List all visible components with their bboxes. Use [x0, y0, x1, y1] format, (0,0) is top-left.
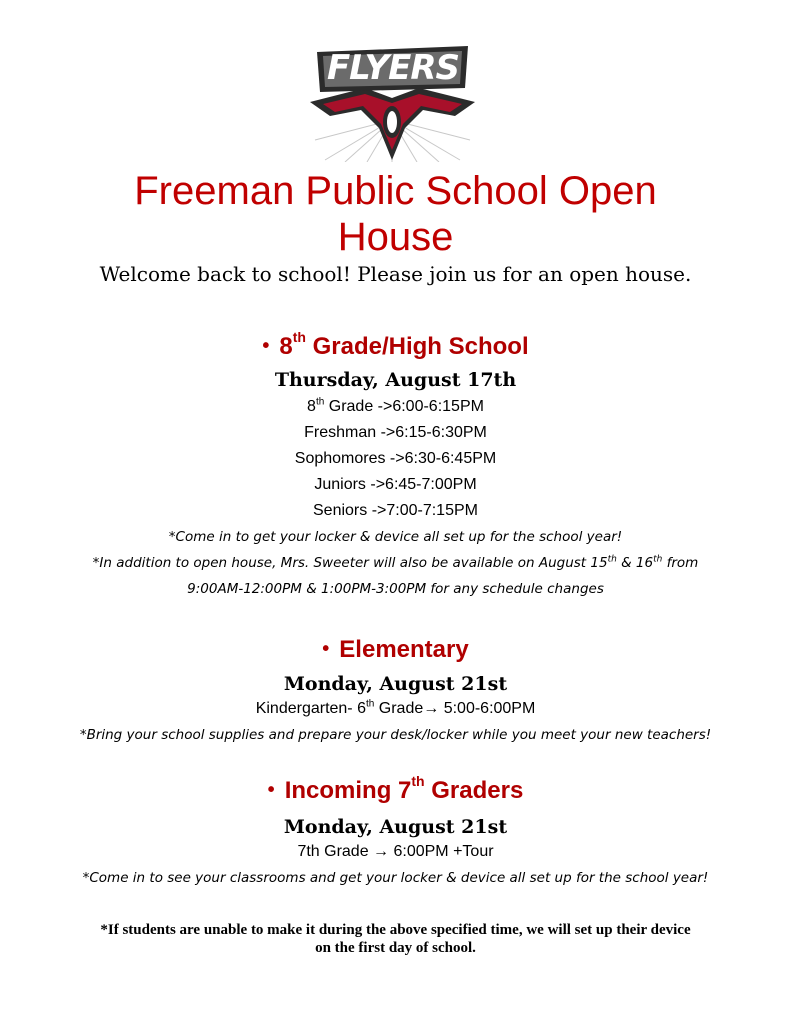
- schedule-elementary: Kindergarten- 6th Grade→ 5:00-6:00PM: [255, 698, 536, 717]
- bullet-icon: •: [322, 638, 330, 660]
- note-school-supplies: *Bring your school supplies and prepare your desk/locker while you meet your new teachers!: [79, 727, 712, 743]
- page-title-line1: Freeman Public School Open: [134, 169, 657, 213]
- schedule-8th-grade: 8th Grade ->6:00-6:15PM: [307, 396, 484, 415]
- note-classrooms: *Come in to see your classrooms and get your locker & device all set up for the school year!: [82, 870, 709, 886]
- bullet-icon: •: [262, 335, 270, 357]
- arrow-right-icon: →: [373, 843, 390, 860]
- heading-elementary: • Elementary: [322, 636, 469, 663]
- schedule-seniors: Seniors ->7:00-7:15PM: [313, 502, 478, 519]
- bullet-icon: •: [267, 779, 275, 801]
- note-locker-device: *Come in to get your locker & device all set up for the school year!: [168, 529, 623, 545]
- date-8th-high-school: Thursday, August 17th: [274, 369, 517, 391]
- footer-note-line2: on the first day of school.: [315, 940, 476, 956]
- arrow-right-icon: →: [423, 700, 440, 717]
- schedule-juniors: Juniors ->6:45-7:00PM: [314, 476, 477, 493]
- date-incoming-7th: Monday, August 21st: [283, 816, 508, 838]
- date-elementary: Monday, August 21st: [283, 673, 508, 695]
- heading-incoming-7th: • Incoming 7th Graders: [267, 773, 524, 804]
- note-schedule-hours: 9:00AM-12:00PM & 1:00PM-3:00PM for any schedule changes: [187, 581, 604, 597]
- footer-note-line1: *If students are unable to make it during the above specified time, we will set up their device: [100, 922, 691, 938]
- schedule-freshman: Freshman ->6:15-6:30PM: [304, 424, 487, 441]
- schedule-7th-grade: 7th Grade → 6:00PM +Tour: [297, 843, 494, 860]
- logo-wordmark: FLYERS: [326, 48, 460, 88]
- flyers-logo: [305, 40, 480, 162]
- page-title-line2: House: [337, 215, 454, 259]
- schedule-sophomores: Sophomores ->6:30-6:45PM: [294, 450, 497, 467]
- heading-8th-high-school: • 8th Grade/High School: [262, 329, 529, 360]
- note-schedule-changes: *In addition to open house, Mrs. Sweeter will also be available on August 15th & 16th from: [92, 554, 699, 571]
- welcome-text: Welcome back to school! Please join us for an open house.: [99, 262, 692, 286]
